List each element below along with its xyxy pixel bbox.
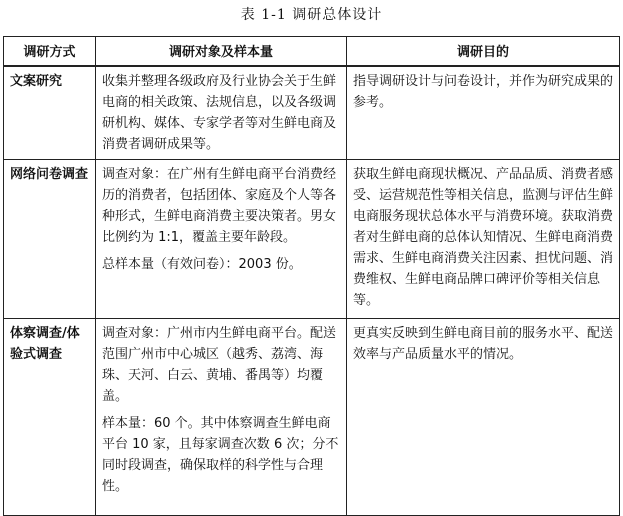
header-purpose: 调研目的 (347, 37, 620, 67)
purpose-paragraph: 获取生鲜电商现状概况、产品品质、消费者感受、运营规范性等相关信息，监测与评估生鲜电商服务现状总体水平与消费环境。获取消费者对生鲜电商的总体认知情况、生鲜电商消费需求、生鲜电商消费关注因素、担忧问题、消费维权、生鲜电商品牌口碑评价等相关信息等。 (353, 167, 614, 308)
cell-purpose (347, 319, 620, 516)
cell-purpose (347, 160, 620, 319)
cell-method: 网络问卷调查 (4, 160, 96, 319)
header-target: 调研对象及样本量 (96, 37, 347, 67)
table-row (4, 160, 620, 319)
cell-target (96, 66, 347, 160)
cell-method: 体察调查/体验式调查 (4, 319, 96, 516)
table-row (4, 66, 620, 160)
target-paragraph: 收集并整理各级政府及行业协会关于生鲜电商的相关政策、法规信息，以及各级调研机构、媒体、专家学者等对生鲜电商及消费者调研成果等。 (102, 74, 337, 152)
cell-target (96, 160, 347, 319)
table-header-row (4, 37, 620, 67)
table-caption: 表 1-1 调研总体设计 (240, 7, 383, 23)
target-paragraph: 调查对象：广州市内生鲜电商平台。配送范围广州市中心城区（越秀、荔湾、海珠、天河、白云、黄埔、番禺等）均覆盖。 (102, 326, 337, 404)
cell-method: 文案研究 (4, 66, 96, 160)
target-paragraph: 样本量：60 个。其中体察调查生鲜电商平台 10 家，且每家调查次数 6 次；分不同时段调查，确保取样的科学性与合理性。 (102, 416, 339, 494)
purpose-paragraph: 更真实反映到生鲜电商目前的服务水平、配送效率与产品质量水平的情况。 (353, 326, 614, 362)
purpose-paragraph: 指导调研设计与问卷设计，并作为研究成果的参考。 (353, 74, 614, 110)
header-method: 调研方式 (4, 37, 96, 67)
target-paragraph: 总样本量（有效问卷）：2003 份。 (102, 257, 302, 272)
survey-design-table (3, 36, 620, 516)
cell-target (96, 319, 347, 516)
cell-purpose (347, 66, 620, 160)
table-row (4, 319, 620, 516)
target-paragraph: 调查对象：在广州有生鲜电商平台消费经历的消费者，包括团体、家庭及个人等各种形式，生鲜电商消费主要决策者。男女比例约为 1:1，覆盖主要年龄段。 (102, 167, 337, 245)
